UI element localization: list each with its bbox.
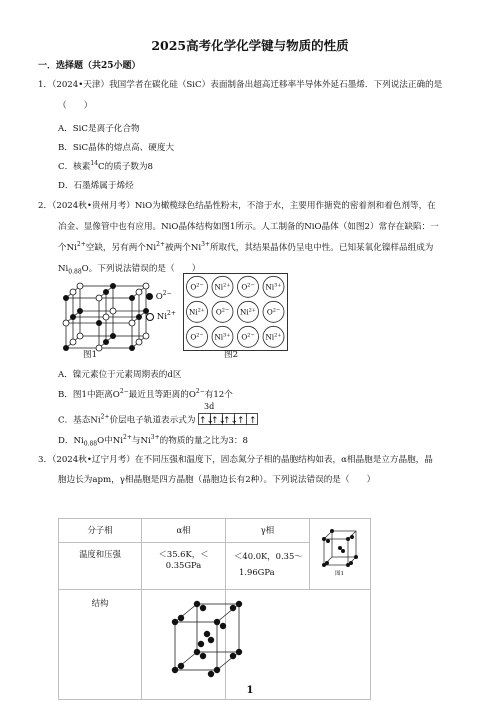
header-gamma: γ相 bbox=[226, 519, 310, 543]
gamma-cell-figure bbox=[310, 519, 371, 590]
ion-label: $Ni^{2+}$ bbox=[240, 307, 256, 317]
q2-option-d: D．$Ni_{0.88}O$中$Ni^{2+}$与$Ni^{3+}$的物质的量之比为3：8 bbox=[58, 434, 248, 448]
q2-option-a: A．镍元素位于元素周期表的d区 bbox=[58, 370, 182, 380]
ion-label: $Ni^{3+}$ bbox=[214, 332, 231, 342]
ion-label: $O^{2-}$ bbox=[215, 307, 230, 317]
gamma-structure-diagram bbox=[161, 594, 271, 694]
q1-option-c: C．核素$^{14}$C的质子数为8 bbox=[58, 160, 154, 172]
ion-label: $O^{2-}$ bbox=[241, 282, 255, 292]
q1-option-d: D．石墨烯属于烯烃 bbox=[58, 181, 134, 191]
ion-label: $Ni^{3+}$ bbox=[265, 282, 282, 292]
q2-stem-line4: $Ni_{0.88}O$。下列说法错误的是（ ） bbox=[58, 264, 201, 276]
figure1-label: 图1 bbox=[83, 350, 98, 360]
q2-option-b: B．图1中距离$O^{2-}$最近且等距离的$O^{2-}$有12个 bbox=[58, 388, 233, 400]
page-title: 2025高考化学化学键与物质的性质 bbox=[151, 38, 349, 53]
svg-text:↑↓: ↑↓ bbox=[223, 416, 239, 425]
q1-option-b: B．SiC晶体的熔点高、硬度大 bbox=[58, 143, 175, 153]
q3-stem-line1: 3．（2024秋•辽宁月考）在不同压强和温度下，固态氮分子相的晶胞结构如表，α相晶胞是立方晶胞，晶 bbox=[38, 455, 433, 465]
gamma-condition: ＜40.0K，0.35～ 1.96GPa bbox=[226, 542, 310, 589]
svg-text:↑: ↑ bbox=[249, 416, 257, 425]
ion-label: $Ni^{2+}$ bbox=[189, 307, 205, 317]
q2-option-c: C．基态$Ni^{2+}$价层电子轨道表示式为 ↑↓ ↑↓ ↑↓ ↑ ↑ bbox=[58, 413, 257, 426]
ion-label: $O^{2-}$ bbox=[241, 332, 255, 342]
svg-text:↑: ↑ bbox=[237, 416, 245, 425]
q1-stem-line1: 1．（2024•天津）我国学者在碳化硅（SiC）表面制备出超高迁移率半导体外延石墨烯．下列说法正确的是 bbox=[38, 80, 443, 90]
q3-stem-line2: 胞边长为apm，γ相晶胞是四方晶胞（晶胞边长有2种）。下列说法错误的是（ ） bbox=[58, 475, 376, 485]
q2-stem-line1: 2．（2024秋•贵州月考）NiO为橄榄绿色结晶性粉末，不溶于水，主要用作搪瓷的密着剂和着色剂等，在 bbox=[38, 201, 436, 211]
gamma-structure-cell bbox=[226, 590, 371, 700]
ion-label: $Ni^{2+}$ bbox=[265, 332, 282, 342]
orbital-label: 3d bbox=[204, 402, 215, 411]
row-condition-label: 温度和压强 bbox=[59, 542, 142, 589]
defect-grid-figure bbox=[183, 273, 288, 351]
gamma-figure-label: 图1 bbox=[335, 571, 344, 577]
gamma-cell-diagram bbox=[310, 519, 370, 589]
header-phase: 分子相 bbox=[59, 519, 142, 543]
header-alpha: α相 bbox=[142, 519, 226, 543]
ion-label: $O^{2-}$ bbox=[190, 332, 204, 342]
page-number: 1 bbox=[246, 685, 254, 696]
phase-table bbox=[58, 518, 371, 700]
legend-nickel: $Ni^{2+}$ bbox=[146, 312, 176, 324]
q2-stem-line3: 个$Ni^{2+}$空缺，另有两个$Ni^{2+}$被两个$Ni^{3+}$所取代，其结果晶体仍呈电中性。已知某氧化镍样品组成为 bbox=[58, 241, 434, 253]
svg-text:↑↓: ↑↓ bbox=[199, 416, 215, 425]
q1-option-a: A．SiC是离子化合物 bbox=[58, 124, 140, 134]
row-structure-label: 结构 bbox=[59, 590, 142, 700]
legend-oxide: $O^{2-}$ bbox=[146, 292, 172, 304]
section-heading: 一．选择题（共25小题） bbox=[38, 61, 141, 71]
alpha-condition: ＜35.6K，＜0.35GPa bbox=[142, 542, 226, 589]
svg-text:↑↓: ↑↓ bbox=[211, 416, 227, 425]
orbital-diagram bbox=[198, 413, 258, 425]
figure2-label: 图2 bbox=[224, 350, 239, 360]
q2-stem-line2: 冶金、显像管中也有应用。NiO晶体结构如图1所示。人工制备的NiO晶体（如图2）常存在缺陷：一 bbox=[58, 222, 439, 232]
ion-label: $O^{2-}$ bbox=[266, 307, 281, 317]
defect-grid bbox=[184, 274, 287, 350]
ion-label: $Ni^{2+}$ bbox=[214, 282, 231, 292]
ion-label: $O^{2-}$ bbox=[190, 282, 204, 292]
q1-stem-line2: （ ） bbox=[58, 101, 93, 111]
